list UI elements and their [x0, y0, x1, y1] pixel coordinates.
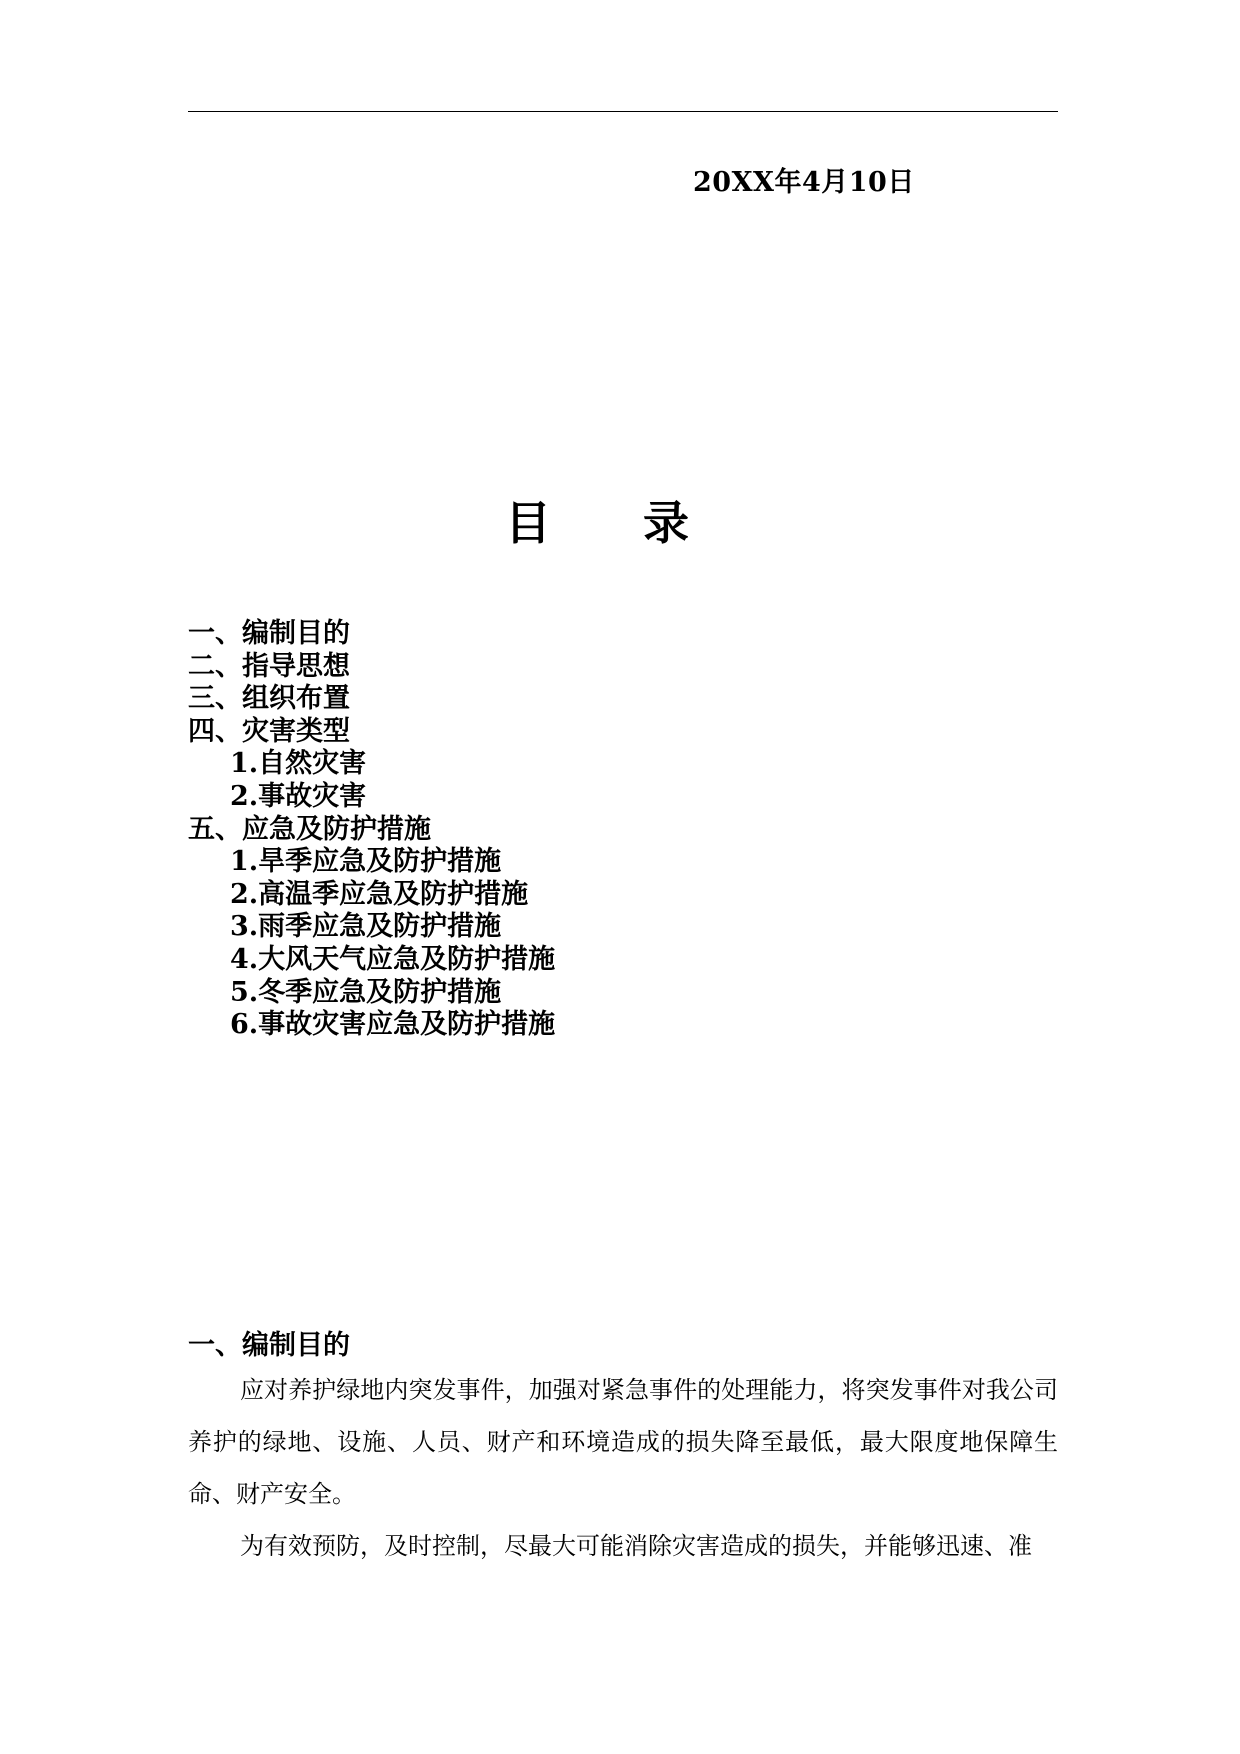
- toc-item[interactable]: 二、指导思想: [188, 650, 350, 682]
- toc-subitem[interactable]: 6.事故灾害应急及防护措施: [230, 1009, 556, 1041]
- toc-subitem[interactable]: 1.旱季应急及防护措施: [230, 846, 502, 878]
- toc-subitem[interactable]: 3.雨季应急及防护措施: [230, 911, 502, 943]
- section-paragraph-2: 为有效预防，及时控制，尽最大可能消除灾害造成的损失，并能够迅速、准: [240, 1532, 1032, 1560]
- toc-subitem[interactable]: 4.大风天气应急及防护措施: [230, 943, 556, 975]
- section-heading: 一、编制目的: [188, 1330, 350, 1361]
- toc-subitem[interactable]: 2.事故灾害: [230, 780, 367, 812]
- header-rule: [188, 111, 1058, 112]
- toc-item[interactable]: 三、组织布置: [188, 683, 350, 715]
- toc-title: [505, 487, 689, 553]
- table-of-contents: [188, 618, 555, 1042]
- document-date: 20XX年4月10日: [693, 167, 915, 198]
- toc-item[interactable]: 五、应急及防护措施: [188, 813, 431, 845]
- toc-item[interactable]: 四、灾害类型: [188, 715, 350, 747]
- toc-subitem[interactable]: 1.自然灾害: [230, 748, 367, 780]
- toc-title-char-1: 目: [505, 496, 551, 550]
- toc-title-char-2: 录: [643, 496, 689, 550]
- toc-item[interactable]: 一、编制目的: [188, 618, 350, 649]
- toc-subitem[interactable]: 2.高温季应急及防护措施: [230, 878, 529, 910]
- toc-subitem[interactable]: 5.冬季应急及防护措施: [230, 976, 502, 1008]
- section-paragraph-1: 应对养护绿地内突发事件，加强对紧急事件的处理能力，将突发事件对我公司养护的绿地、设施、人员、财产和环境造成的损失降至最低，最大限度地保障生命、财产安全。: [188, 1376, 1058, 1508]
